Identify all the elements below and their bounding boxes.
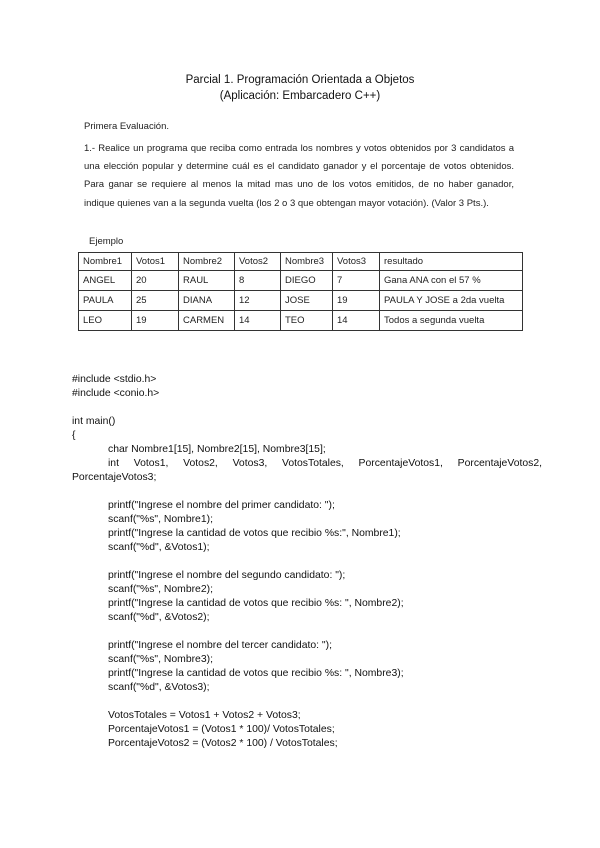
table-cell: 25 [132, 291, 179, 311]
table-cell: 20 [132, 271, 179, 291]
table-cell: RAUL [179, 271, 235, 291]
evaluation-label: Primera Evaluación. [84, 121, 170, 132]
code-line: { [72, 430, 76, 441]
code-line: scanf("%d", &Votos3); [108, 682, 210, 693]
document-title [0, 72, 600, 104]
code-line: printf("Ingrese el nombre del primer candidato: "); [108, 500, 335, 511]
code-line: PorcentajeVotos2 = (Votos2 * 100) / VotosTotales; [108, 738, 338, 749]
code-listing [72, 373, 542, 751]
table-cell: 12 [235, 291, 281, 311]
table-cell: 8 [235, 271, 281, 291]
table-cell: TEO [281, 311, 333, 331]
code-line: scanf("%s", Nombre1); [108, 514, 213, 525]
table-cell: 14 [235, 311, 281, 331]
table-cell: PAULA Y JOSE a 2da vuelta [380, 291, 523, 311]
code-line: VotosTotales = Votos1 + Votos2 + Votos3; [108, 710, 301, 721]
table-cell: JOSE [281, 291, 333, 311]
problem-statement: 1.- Realice un programa que reciba como entrada los nombres y votos obtenidos por 3 candidatos a una elección popular y determine cuál es el candidato ganador y el porcentaje de votos obtenidos. Para ganar se requiere al menos la mitad mas uno de los votos emitidos, de no haber ganador, indique quienes van a la segunda vuelta (los 2 o 3 que obtengan mayor votación). (Valor 3 Pts.). [84, 143, 514, 209]
example-table [78, 252, 523, 331]
table-cell: DIANA [179, 291, 235, 311]
table-row [79, 311, 523, 331]
table-cell: CARMEN [179, 311, 235, 331]
table-header-cell: Nombre1 [79, 253, 132, 271]
code-line: int main() [72, 416, 116, 427]
code-line: PorcentajeVotos1 = (Votos1 * 100)/ VotosTotales; [108, 724, 335, 735]
code-line-text: int Votos1, Votos2, Votos3, VotosTotales, PorcentajeVotos1, PorcentajeVotos2, PorcentajeVotos3; [72, 458, 542, 483]
table-cell: 19 [333, 291, 380, 311]
code-line: printf("Ingrese la cantidad de votos que recibio %s: ", Nombre3); [108, 668, 404, 679]
table-row [79, 271, 523, 291]
table-header-cell: Nombre3 [281, 253, 333, 271]
table-header-cell: Votos2 [235, 253, 281, 271]
code-line: #include <stdio.h> [72, 374, 157, 385]
subtitle-line: (Aplicación: Embarcadero C++) [219, 90, 381, 102]
table-cell: 14 [333, 311, 380, 331]
table-header-cell: resultado [380, 253, 523, 271]
code-line: printf("Ingrese el nombre del tercer candidato: "); [108, 640, 332, 651]
code-line: scanf("%s", Nombre3); [108, 654, 213, 665]
table-header-cell: Nombre2 [179, 253, 235, 271]
table-header-row [79, 253, 523, 271]
code-line: #include <conio.h> [72, 388, 160, 399]
table-cell: 7 [333, 271, 380, 291]
code-line: scanf("%d", &Votos1); [108, 542, 210, 553]
table-cell: DIEGO [281, 271, 333, 291]
code-line: printf("Ingrese el nombre del segundo candidato: "); [108, 570, 346, 581]
code-line: char Nombre1[15], Nombre2[15], Nombre3[15]; [108, 444, 326, 455]
code-line: scanf("%d", &Votos2); [108, 612, 210, 623]
code-line: printf("Ingrese la cantidad de votos que recibio %s:", Nombre1); [108, 528, 401, 539]
code-line: printf("Ingrese la cantidad de votos que recibio %s: ", Nombre2); [108, 598, 404, 609]
table-header-cell: Votos3 [333, 253, 380, 271]
table-cell: LEO [79, 311, 132, 331]
table-header-cell: Votos1 [132, 253, 179, 271]
table-row [79, 291, 523, 311]
code-line [72, 457, 542, 485]
table-cell: 19 [132, 311, 179, 331]
code-line: scanf("%s", Nombre2); [108, 584, 213, 595]
table-cell: ANGEL [79, 271, 132, 291]
table-cell: Todos a segunda vuelta [380, 311, 523, 331]
table-cell: PAULA [79, 291, 132, 311]
table-cell: Gana ANA con el 57 % [380, 271, 523, 291]
example-label: Ejemplo [89, 236, 124, 247]
title-line: Parcial 1. Programación Orientada a Objetos [185, 74, 415, 86]
